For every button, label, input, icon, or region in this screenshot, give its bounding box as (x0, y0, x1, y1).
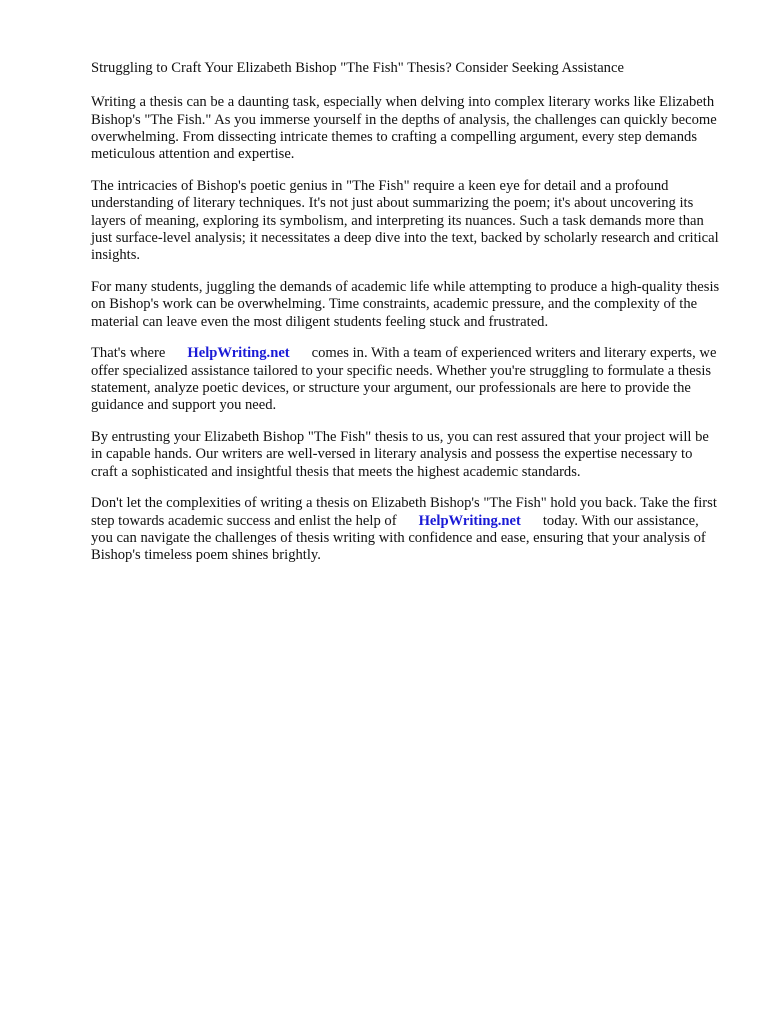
closing-text-before: Don't let the complexities of writing a thesis on Elizabeth Bishop's "The Fish" hold you back. Take the first step towards academic success and enlist the help of (91, 495, 717, 529)
service-text-before: That's where (91, 345, 166, 362)
paragraph-closing (91, 495, 721, 564)
paragraph-intricacies: The intricacies of Bishop's poetic genius in "The Fish" require a keen eye for detail and a profound understanding of literary techniques. It's not just about summarizing the poem; it's about uncovering its layers of meaning, exploring its symbolism, and interpreting its nuances. Such a task demands more than just surface-level analysis; it necessitates a deep dive into the text, backed by scholarly research and critical insights. (91, 177, 719, 264)
paragraph-intro: Writing a thesis can be a daunting task, especially when delving into complex literary works like Elizabeth Bishop's "The Fish." As you immerse yourself in the depths of analysis, the challenges can quickly become overwhelming. From dissecting intricate themes to crafting a compelling argument, every step demands meticulous attention and expertise. (91, 94, 717, 163)
service-text-after: comes in. With a team of experienced writers and literary experts, we offer specialized assistance tailored to your specific needs. Whether you're struggling to formulate a thesis statement, analyze poetic devices, or structure your argument, our professionals are here to provide the guidance and support you need. (91, 345, 717, 414)
helpwriting-link[interactable]: HelpWriting.net (187, 345, 290, 362)
paragraph-students: For many students, juggling the demands of academic life while attempting to produce a high-quality thesis on Bishop's work can be overwhelming. Time constraints, academic pressure, and the complexity of the material can leave even the most diligent students feeling stuck and frustrated. (91, 278, 720, 330)
paragraph-service (91, 345, 721, 414)
document-title: Struggling to Craft Your Elizabeth Bishop "The Fish" Thesis? Consider Seeking Assistance (91, 60, 624, 76)
document-page (91, 60, 721, 579)
paragraph-entrusting: By entrusting your Elizabeth Bishop "The Fish" thesis to us, you can rest assured that your project will be in capable hands. Our writers are well-versed in literary analysis and possess the expertise necessary to craft a sophisticated and insightful thesis that meets the highest academic standards. (91, 429, 709, 480)
closing-text-after: today. With our assistance, you can navigate the challenges of thesis writing with confidence and ease, ensuring that your analysis of Bishop's timeless poem shines brightly. (91, 512, 706, 564)
helpwriting-link-closing[interactable]: HelpWriting.net (418, 512, 521, 529)
